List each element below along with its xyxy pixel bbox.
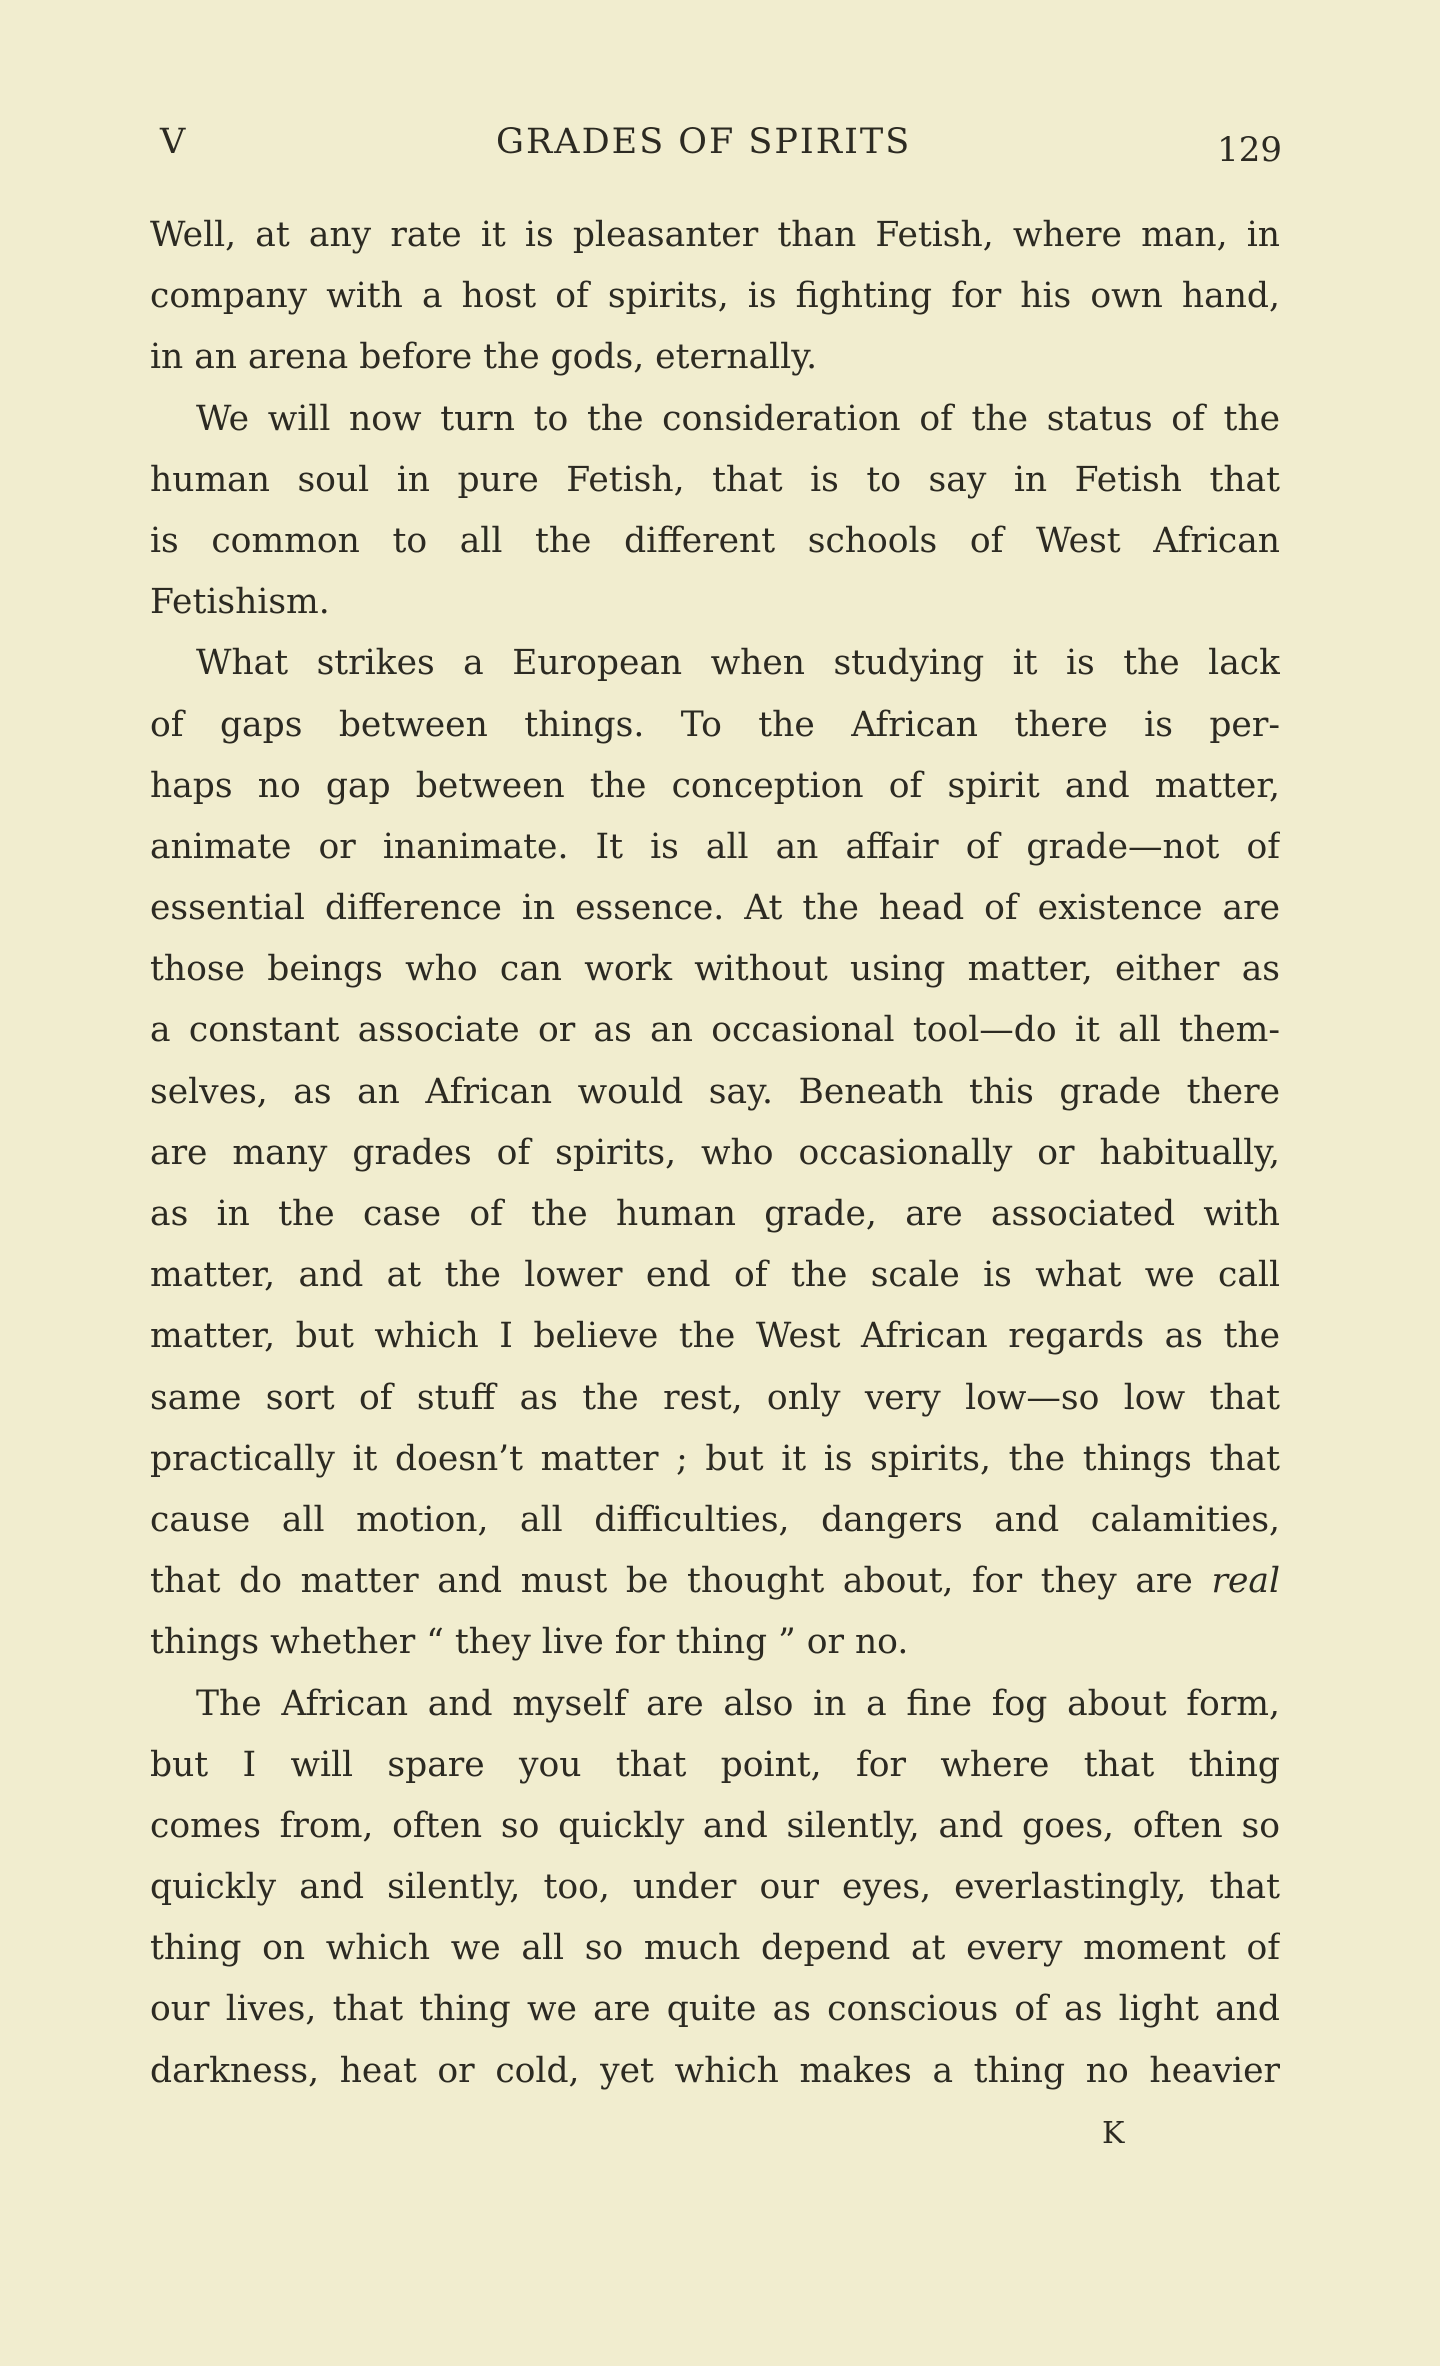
text-line: that do matter and must be thought about, for they are real — [150, 1561, 1280, 1602]
text-line: practically it doesn’t matter ; but it is spirits, the things that — [150, 1438, 1280, 1479]
text-line: What strikes a European when studying it is the lack — [196, 643, 1280, 684]
text-line: Fetishism. — [150, 582, 330, 623]
text-line: darkness, heat or cold, yet which makes a thing no heavier — [150, 2050, 1280, 2091]
text-line: quickly and silently, too, under our eyes, everlastingly, that — [150, 1867, 1280, 1908]
italic-word: real — [1211, 1561, 1280, 1602]
chapter-number: V — [160, 122, 188, 162]
text-line: is common to all the different schools of West African — [150, 520, 1280, 561]
running-title: GRADES OF SPIRITS — [496, 122, 912, 162]
text-line: comes from, often so quickly and silently, and goes, often so — [150, 1805, 1280, 1846]
text-line: The African and myself are also in a fine fog about form, — [196, 1683, 1280, 1724]
page-number: 129 — [1217, 130, 1282, 170]
text-line: in an arena before the gods, eternally. — [150, 337, 818, 378]
text-line: company with a host of spirits, is fighting for his own hand, — [150, 276, 1280, 317]
text-line: We will now turn to the consideration of the status of the — [196, 398, 1280, 439]
signature-mark: K — [1102, 2116, 1126, 2151]
text-line: animate or inanimate. It is all an affair of grade—not of — [150, 826, 1280, 867]
text-line: cause all motion, all difficulties, dangers and calamities, — [150, 1499, 1280, 1540]
text-line: as in the case of the human grade, are associated with — [150, 1194, 1280, 1234]
text-line: essential difference in essence. At the head of existence are — [150, 888, 1280, 929]
text-line: same sort of stuff as the rest, only very low—so low that — [150, 1377, 1280, 1418]
text-line: Well, at any rate it is pleasanter than Fetish, where man, in — [150, 215, 1280, 255]
text-line: thing on which we all so much depend at every moment of — [150, 1928, 1280, 1969]
text-line: but I will spare you that point, for where that thing — [150, 1744, 1280, 1785]
text-line: things whether “ they live for thing ” or no. — [150, 1622, 909, 1663]
text-line: a constant associate or as an occasional tool—do it all them- — [150, 1010, 1280, 1051]
running-head — [152, 118, 1282, 168]
text-line: haps no gap between the conception of spirit and matter, — [150, 765, 1280, 806]
text-line: of gaps between things. To the African there is per- — [150, 704, 1280, 745]
text-line: human soul in pure Fetish, that is to say in Fetish that — [150, 459, 1280, 500]
text-line: our lives, that thing we are quite as conscious of as light and — [150, 1989, 1280, 2030]
text-line: matter, but which I believe the West African regards as the — [150, 1316, 1280, 1357]
text-line: matter, and at the lower end of the scale is what we call — [150, 1255, 1280, 1296]
text-line: those beings who can work without using matter, either as — [150, 949, 1280, 990]
body-text — [150, 205, 1280, 2102]
text-line: selves, as an African would say. Beneath this grade there — [150, 1071, 1280, 1112]
text-line: are many grades of spirits, who occasionally or habitually, — [150, 1132, 1280, 1173]
